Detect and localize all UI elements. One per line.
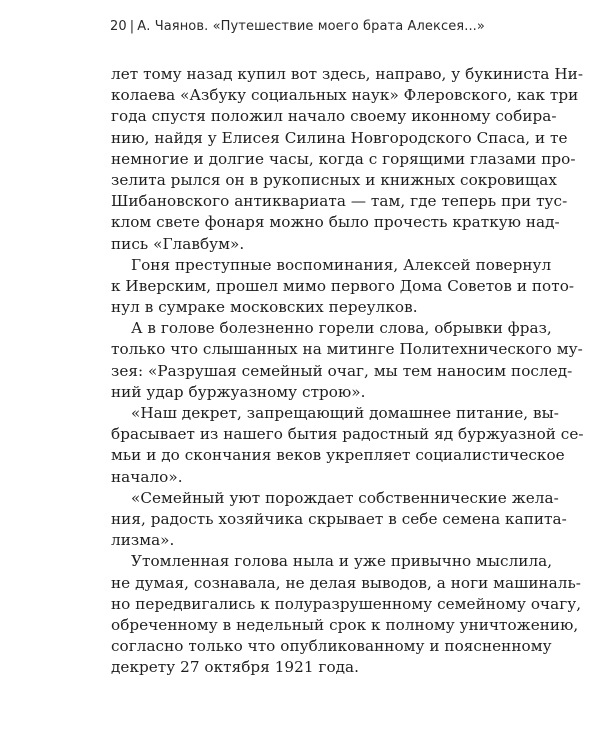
text-line: зелита рылся он в рукописных и книжных сокровищах xyxy=(111,170,557,189)
paragraph xyxy=(111,64,584,255)
body-text xyxy=(111,64,584,678)
running-header xyxy=(110,19,485,34)
text-line: колаева «Азбуку социальных наук» Флеровского, как три xyxy=(111,86,579,105)
text-line: зея: «Разрушая семейный очаг, мы тем наносим послед- xyxy=(111,361,573,380)
text-line: начало». xyxy=(111,467,183,486)
text-line: только что слышанных на митинге Политехнического му- xyxy=(111,340,583,359)
text-line: Утомленная голова ныла и уже привычно мыслила, xyxy=(131,552,553,571)
text-line: года спустя положил начало своему иконному собира- xyxy=(111,107,557,126)
paragraph xyxy=(111,318,583,403)
text-line: клом свете фонаря можно было прочесть краткую над- xyxy=(111,213,560,232)
text-line: но передвигались к полуразрушенному семейному очагу, xyxy=(111,594,582,613)
text-line: пись «Главбум». xyxy=(111,234,245,253)
text-line: ния, радость хозяйчика скрывает в себе семена капита- xyxy=(111,509,567,528)
text-line: «Наш декрет, запрещающий домашнее питание, вы- xyxy=(131,404,559,422)
text-line: согласно только что опубликованному и поясненному xyxy=(111,637,552,656)
text-line: А в голове болезненно горели слова, обрывки фраз, xyxy=(131,319,552,338)
paragraph xyxy=(111,488,567,552)
text-line: ний удар буржуазному строю». xyxy=(111,382,366,401)
text-line: лет тому назад купил вот здесь, направо, у букиниста Ни- xyxy=(111,65,584,83)
text-line: не думая, сознавала, не делая выводов, а ноги машиналь- xyxy=(111,573,581,592)
text-line: обреченному в недельный срок к полному уничтожению, xyxy=(111,615,579,634)
book-title: А. Чаянов. «Путешествие моего брата Алексея...» xyxy=(137,19,485,34)
text-line: брасывает из нашего бытия радостный яд буржуазной се- xyxy=(111,425,584,444)
text-line: декрету 27 октября 1921 года. xyxy=(111,658,360,677)
text-line: нию, найдя у Елисея Силина Новгородского Спаса, и те xyxy=(111,128,568,147)
page-number: 20 xyxy=(110,19,127,34)
paragraph xyxy=(111,255,575,319)
text-line: мьи и до скончания веков укрепляет социалистическое xyxy=(111,446,565,465)
text-line: нул в сумраке московских переулков. xyxy=(111,298,418,317)
text-line: лизма». xyxy=(111,531,175,550)
text-line: «Семейный уют порождает собственнические жела- xyxy=(131,488,559,507)
text-line: Гоня преступные воспоминания, Алексей повернул xyxy=(131,255,552,274)
text-line: немногие и долгие часы, когда с горящими глазами про- xyxy=(111,149,576,168)
paragraph xyxy=(111,403,584,488)
text-line: Шибановского антиквариата — там, где теперь при тус- xyxy=(111,192,568,211)
paragraph xyxy=(111,551,582,678)
text-line: к Иверским, прошел мимо первого Дома Советов и пото- xyxy=(111,276,575,295)
header-separator: | xyxy=(129,19,135,34)
